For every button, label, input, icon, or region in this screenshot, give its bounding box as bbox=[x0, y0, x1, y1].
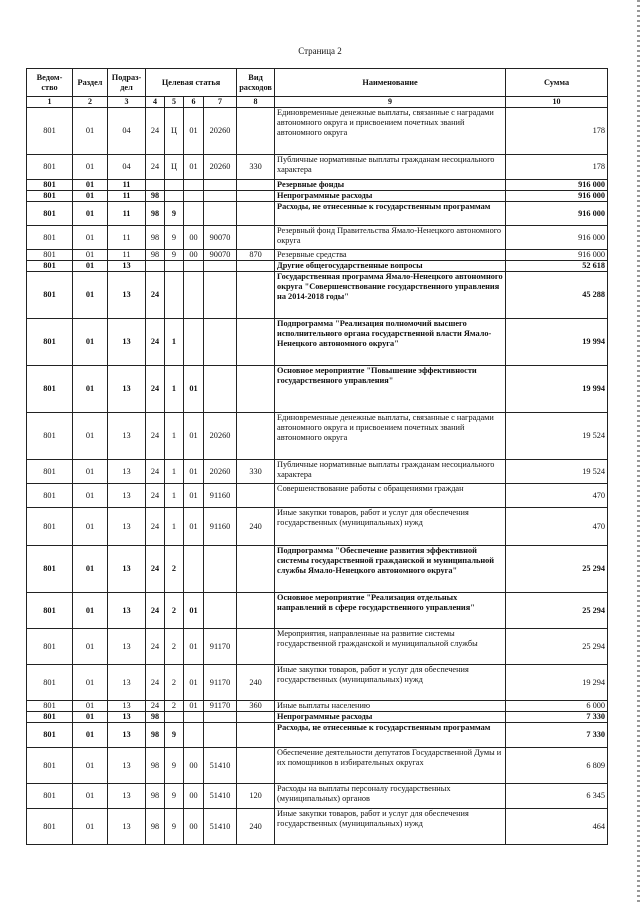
cell-celevaya-1: 24 bbox=[146, 629, 165, 665]
cell-razdel: 01 bbox=[73, 593, 108, 629]
table-row bbox=[27, 712, 608, 723]
cell-podrazdel: 13 bbox=[108, 809, 146, 845]
header-celevaya-statya: Целевая статья bbox=[146, 69, 237, 97]
cell-summa: 916 000 bbox=[506, 226, 608, 250]
cell-summa: 916 000 bbox=[506, 202, 608, 226]
cell-podrazdel: 13 bbox=[108, 546, 146, 593]
table-row bbox=[27, 261, 608, 272]
cell-podrazdel: 04 bbox=[108, 155, 146, 180]
table-row bbox=[27, 593, 608, 629]
cell-podrazdel: 13 bbox=[108, 748, 146, 784]
cell-celevaya-1: 24 bbox=[146, 593, 165, 629]
cell-podrazdel: 11 bbox=[108, 180, 146, 191]
cell-celevaya-4 bbox=[204, 723, 237, 748]
table-row bbox=[27, 460, 608, 484]
table-row bbox=[27, 784, 608, 809]
cell-razdel: 01 bbox=[73, 261, 108, 272]
cell-celevaya-2: 9 bbox=[165, 202, 184, 226]
cell-celevaya-4 bbox=[204, 202, 237, 226]
cell-podrazdel: 13 bbox=[108, 701, 146, 712]
cell-celevaya-1: 24 bbox=[146, 460, 165, 484]
cell-vid-rashodov: 330 bbox=[237, 155, 275, 180]
cell-vedomstvo: 801 bbox=[27, 784, 73, 809]
cell-vid-rashodov bbox=[237, 108, 275, 155]
cell-celevaya-1: 24 bbox=[146, 665, 165, 701]
cell-celevaya-3: 01 bbox=[184, 701, 204, 712]
cell-vedomstvo: 801 bbox=[27, 701, 73, 712]
cell-naimenovanie: Обеспечение деятельности депутатов Государственной Думы и их помощников в избирательных округах bbox=[275, 748, 506, 784]
cell-razdel: 01 bbox=[73, 226, 108, 250]
cell-naimenovanie: Единовременные денежные выплаты, связанные с наградами автономного округа и присвоением почетных званий автономного округа bbox=[275, 108, 506, 155]
cell-vid-rashodov: 330 bbox=[237, 460, 275, 484]
cell-naimenovanie: Мероприятия, направленные на развитие системы государственной гражданской и муниципальной службы bbox=[275, 629, 506, 665]
cell-summa: 19 294 bbox=[506, 665, 608, 701]
cell-vid-rashodov bbox=[237, 546, 275, 593]
cell-celevaya-3: 01 bbox=[184, 629, 204, 665]
cell-celevaya-3: 00 bbox=[184, 226, 204, 250]
cell-razdel: 01 bbox=[73, 629, 108, 665]
table-row bbox=[27, 250, 608, 261]
cell-vedomstvo: 801 bbox=[27, 665, 73, 701]
cell-vedomstvo: 801 bbox=[27, 413, 73, 460]
cell-summa: 6 809 bbox=[506, 748, 608, 784]
cell-celevaya-3 bbox=[184, 261, 204, 272]
cell-celevaya-1: 24 bbox=[146, 508, 165, 546]
column-number: 6 bbox=[184, 97, 204, 108]
cell-vedomstvo: 801 bbox=[27, 155, 73, 180]
cell-naimenovanie: Непрограммные расходы bbox=[275, 712, 506, 723]
cell-celevaya-3: 01 bbox=[184, 155, 204, 180]
cell-celevaya-2: 9 bbox=[165, 784, 184, 809]
cell-razdel: 01 bbox=[73, 272, 108, 319]
cell-razdel: 01 bbox=[73, 665, 108, 701]
cell-celevaya-2: Ц bbox=[165, 155, 184, 180]
cell-celevaya-1: 24 bbox=[146, 366, 165, 413]
cell-podrazdel: 11 bbox=[108, 226, 146, 250]
cell-celevaya-4: 51410 bbox=[204, 748, 237, 784]
cell-summa: 464 bbox=[506, 809, 608, 845]
cell-celevaya-3 bbox=[184, 723, 204, 748]
cell-celevaya-4 bbox=[204, 272, 237, 319]
cell-celevaya-3: 01 bbox=[184, 366, 204, 413]
cell-celevaya-4 bbox=[204, 593, 237, 629]
cell-celevaya-2 bbox=[165, 712, 184, 723]
cell-celevaya-3: 01 bbox=[184, 508, 204, 546]
cell-podrazdel: 13 bbox=[108, 272, 146, 319]
cell-summa: 19 524 bbox=[506, 460, 608, 484]
column-number: 9 bbox=[275, 97, 506, 108]
column-number: 3 bbox=[108, 97, 146, 108]
cell-celevaya-4: 20260 bbox=[204, 460, 237, 484]
cell-celevaya-3: 01 bbox=[184, 593, 204, 629]
cell-vid-rashodov: 240 bbox=[237, 809, 275, 845]
cell-razdel: 01 bbox=[73, 723, 108, 748]
cell-razdel: 01 bbox=[73, 366, 108, 413]
cell-vid-rashodov bbox=[237, 272, 275, 319]
cell-naimenovanie: Публичные нормативные выплаты гражданам несоциального характера bbox=[275, 155, 506, 180]
header-naimenovanie: Наименование bbox=[275, 69, 506, 97]
cell-celevaya-3 bbox=[184, 712, 204, 723]
cell-razdel: 01 bbox=[73, 784, 108, 809]
cell-razdel: 01 bbox=[73, 508, 108, 546]
cell-razdel: 01 bbox=[73, 180, 108, 191]
cell-celevaya-4 bbox=[204, 191, 237, 202]
cell-podrazdel: 04 bbox=[108, 108, 146, 155]
cell-celevaya-1: 24 bbox=[146, 546, 165, 593]
header-razdel: Раздел bbox=[73, 69, 108, 97]
cell-vid-rashodov: 870 bbox=[237, 250, 275, 261]
cell-summa: 916 000 bbox=[506, 191, 608, 202]
cell-celevaya-2: Ц bbox=[165, 108, 184, 155]
cell-celevaya-4: 51410 bbox=[204, 784, 237, 809]
cell-vid-rashodov bbox=[237, 202, 275, 226]
page-label: Страница 2 bbox=[298, 46, 342, 56]
cell-celevaya-3: 01 bbox=[184, 484, 204, 508]
cell-podrazdel: 13 bbox=[108, 484, 146, 508]
header-vid-rashodov: Вид расходов bbox=[237, 69, 275, 97]
cell-vedomstvo: 801 bbox=[27, 748, 73, 784]
cell-summa: 52 618 bbox=[506, 261, 608, 272]
table-row bbox=[27, 629, 608, 665]
cell-vid-rashodov bbox=[237, 366, 275, 413]
cell-celevaya-2: 2 bbox=[165, 629, 184, 665]
cell-celevaya-3: 00 bbox=[184, 748, 204, 784]
cell-vid-rashodov bbox=[237, 413, 275, 460]
column-number-row bbox=[27, 97, 608, 108]
table-row bbox=[27, 809, 608, 845]
cell-vedomstvo: 801 bbox=[27, 108, 73, 155]
cell-celevaya-1: 24 bbox=[146, 413, 165, 460]
cell-celevaya-3 bbox=[184, 191, 204, 202]
table-row bbox=[27, 108, 608, 155]
cell-celevaya-3 bbox=[184, 319, 204, 366]
cell-razdel: 01 bbox=[73, 712, 108, 723]
table-row bbox=[27, 748, 608, 784]
cell-summa: 25 294 bbox=[506, 546, 608, 593]
cell-celevaya-3 bbox=[184, 202, 204, 226]
cell-razdel: 01 bbox=[73, 546, 108, 593]
cell-summa: 7 330 bbox=[506, 712, 608, 723]
cell-celevaya-2: 1 bbox=[165, 460, 184, 484]
cell-vid-rashodov bbox=[237, 593, 275, 629]
cell-celevaya-2 bbox=[165, 261, 184, 272]
cell-celevaya-2: 9 bbox=[165, 250, 184, 261]
cell-celevaya-4 bbox=[204, 712, 237, 723]
cell-podrazdel: 13 bbox=[108, 413, 146, 460]
cell-naimenovanie: Основное мероприятие "Реализация отдельных направлений в сфере государственного управления" bbox=[275, 593, 506, 629]
cell-summa: 19 994 bbox=[506, 366, 608, 413]
cell-celevaya-4 bbox=[204, 546, 237, 593]
cell-summa: 916 000 bbox=[506, 250, 608, 261]
cell-razdel: 01 bbox=[73, 108, 108, 155]
cell-podrazdel: 11 bbox=[108, 191, 146, 202]
cell-celevaya-4: 51410 bbox=[204, 809, 237, 845]
cell-celevaya-1: 24 bbox=[146, 484, 165, 508]
cell-celevaya-4: 90070 bbox=[204, 226, 237, 250]
cell-naimenovanie: Иные закупки товаров, работ и услуг для обеспечения государственных (муниципальных) нужд bbox=[275, 665, 506, 701]
cell-naimenovanie: Единовременные денежные выплаты, связанные с наградами автономного округа и присвоением почетных званий автономного округа bbox=[275, 413, 506, 460]
cell-celevaya-3: 01 bbox=[184, 108, 204, 155]
cell-vedomstvo: 801 bbox=[27, 366, 73, 413]
cell-summa: 7 330 bbox=[506, 723, 608, 748]
cell-vedomstvo: 801 bbox=[27, 202, 73, 226]
cell-naimenovanie: Резервные средства bbox=[275, 250, 506, 261]
cell-naimenovanie: Подпрограмма "Реализация полномочий высшего исполнительного органа государственной власти Ямало-Ненецкого автономного округа" bbox=[275, 319, 506, 366]
cell-summa: 6 000 bbox=[506, 701, 608, 712]
cell-vid-rashodov bbox=[237, 261, 275, 272]
cell-celevaya-2: 2 bbox=[165, 665, 184, 701]
cell-vid-rashodov: 240 bbox=[237, 665, 275, 701]
cell-vid-rashodov bbox=[237, 748, 275, 784]
cell-podrazdel: 11 bbox=[108, 250, 146, 261]
cell-razdel: 01 bbox=[73, 191, 108, 202]
cell-celevaya-3: 01 bbox=[184, 665, 204, 701]
cell-naimenovanie: Резервный фонд Правительства Ямало-Ненецкого автономного округа bbox=[275, 226, 506, 250]
cell-podrazdel: 13 bbox=[108, 665, 146, 701]
cell-celevaya-2: 1 bbox=[165, 366, 184, 413]
cell-vedomstvo: 801 bbox=[27, 508, 73, 546]
cell-celevaya-2: 1 bbox=[165, 508, 184, 546]
cell-naimenovanie: Публичные нормативные выплаты гражданам несоциального характера bbox=[275, 460, 506, 484]
column-number: 5 bbox=[165, 97, 184, 108]
cell-celevaya-1: 98 bbox=[146, 809, 165, 845]
cell-vedomstvo: 801 bbox=[27, 809, 73, 845]
cell-celevaya-4: 20260 bbox=[204, 413, 237, 460]
cell-naimenovanie: Расходы на выплаты персоналу государственных (муниципальных) органов bbox=[275, 784, 506, 809]
cell-celevaya-1 bbox=[146, 261, 165, 272]
cell-celevaya-4: 91170 bbox=[204, 629, 237, 665]
header-summa: Сумма bbox=[506, 69, 608, 97]
table-row bbox=[27, 366, 608, 413]
cell-celevaya-2 bbox=[165, 191, 184, 202]
cell-celevaya-1: 24 bbox=[146, 155, 165, 180]
cell-naimenovanie: Другие общегосударственные вопросы bbox=[275, 261, 506, 272]
table-row bbox=[27, 319, 608, 366]
header-podrazdel: Подраз-дел bbox=[108, 69, 146, 97]
cell-summa: 25 294 bbox=[506, 593, 608, 629]
cell-celevaya-2: 9 bbox=[165, 723, 184, 748]
cell-vedomstvo: 801 bbox=[27, 484, 73, 508]
table-row bbox=[27, 191, 608, 202]
column-number: 2 bbox=[73, 97, 108, 108]
cell-celevaya-4: 90070 bbox=[204, 250, 237, 261]
cell-summa: 45 288 bbox=[506, 272, 608, 319]
cell-summa: 6 345 bbox=[506, 784, 608, 809]
cell-celevaya-1: 98 bbox=[146, 191, 165, 202]
cell-summa: 916 000 bbox=[506, 180, 608, 191]
column-number: 4 bbox=[146, 97, 165, 108]
cell-vedomstvo: 801 bbox=[27, 272, 73, 319]
cell-celevaya-2 bbox=[165, 180, 184, 191]
cell-naimenovanie: Иные закупки товаров, работ и услуг для обеспечения государственных (муниципальных) нужд bbox=[275, 508, 506, 546]
cell-razdel: 01 bbox=[73, 319, 108, 366]
cell-naimenovanie: Расходы, не отнесенные к государственным программам bbox=[275, 723, 506, 748]
cell-celevaya-1 bbox=[146, 180, 165, 191]
cell-razdel: 01 bbox=[73, 250, 108, 261]
cell-vedomstvo: 801 bbox=[27, 226, 73, 250]
cell-celevaya-4: 91170 bbox=[204, 701, 237, 712]
cell-celevaya-3 bbox=[184, 272, 204, 319]
table-row bbox=[27, 155, 608, 180]
cell-vid-rashodov bbox=[237, 629, 275, 665]
cell-celevaya-1: 98 bbox=[146, 784, 165, 809]
cell-celevaya-4: 20260 bbox=[204, 108, 237, 155]
cell-vid-rashodov bbox=[237, 319, 275, 366]
cell-vedomstvo: 801 bbox=[27, 319, 73, 366]
cell-celevaya-4: 91170 bbox=[204, 665, 237, 701]
cell-razdel: 01 bbox=[73, 460, 108, 484]
table-row bbox=[27, 226, 608, 250]
cell-celevaya-2: 1 bbox=[165, 484, 184, 508]
cell-vid-rashodov: 240 bbox=[237, 508, 275, 546]
cell-naimenovanie: Государственная программа Ямало-Ненецкого автономного округа "Совершенствование государственного управления на 2014-2018 годы" bbox=[275, 272, 506, 319]
cell-celevaya-3: 01 bbox=[184, 413, 204, 460]
cell-summa: 178 bbox=[506, 155, 608, 180]
cell-celevaya-3: 00 bbox=[184, 784, 204, 809]
cell-celevaya-1: 98 bbox=[146, 226, 165, 250]
table-body bbox=[27, 108, 608, 845]
table-row bbox=[27, 701, 608, 712]
column-number: 7 bbox=[204, 97, 237, 108]
cell-celevaya-3 bbox=[184, 546, 204, 593]
cell-celevaya-1: 98 bbox=[146, 723, 165, 748]
cell-naimenovanie: Основное мероприятие "Повышение эффективности государственного управления" bbox=[275, 366, 506, 413]
table-row bbox=[27, 723, 608, 748]
table-row bbox=[27, 508, 608, 546]
cell-razdel: 01 bbox=[73, 413, 108, 460]
cell-razdel: 01 bbox=[73, 484, 108, 508]
cell-vid-rashodov bbox=[237, 723, 275, 748]
cell-celevaya-4: 91160 bbox=[204, 508, 237, 546]
cell-vid-rashodov bbox=[237, 226, 275, 250]
table-row bbox=[27, 484, 608, 508]
cell-podrazdel: 13 bbox=[108, 319, 146, 366]
cell-celevaya-1: 98 bbox=[146, 250, 165, 261]
cell-celevaya-1: 98 bbox=[146, 202, 165, 226]
table-row bbox=[27, 413, 608, 460]
cell-podrazdel: 13 bbox=[108, 629, 146, 665]
cell-naimenovanie: Непрограммные расходы bbox=[275, 191, 506, 202]
cell-celevaya-4 bbox=[204, 319, 237, 366]
cell-vid-rashodov bbox=[237, 180, 275, 191]
cell-summa: 19 524 bbox=[506, 413, 608, 460]
cell-podrazdel: 13 bbox=[108, 261, 146, 272]
cell-celevaya-2: 9 bbox=[165, 748, 184, 784]
cell-celevaya-4 bbox=[204, 366, 237, 413]
cell-celevaya-2: 1 bbox=[165, 413, 184, 460]
cell-naimenovanie: Иные выплаты населению bbox=[275, 701, 506, 712]
cell-naimenovanie: Расходы, не отнесенные к государственным программам bbox=[275, 202, 506, 226]
cell-celevaya-2: 2 bbox=[165, 701, 184, 712]
cell-podrazdel: 13 bbox=[108, 508, 146, 546]
cell-celevaya-3: 01 bbox=[184, 460, 204, 484]
cell-celevaya-4 bbox=[204, 261, 237, 272]
cell-summa: 470 bbox=[506, 484, 608, 508]
cell-summa: 25 294 bbox=[506, 629, 608, 665]
column-number: 8 bbox=[237, 97, 275, 108]
cell-celevaya-1: 24 bbox=[146, 272, 165, 319]
cell-vedomstvo: 801 bbox=[27, 723, 73, 748]
cell-vedomstvo: 801 bbox=[27, 191, 73, 202]
cell-celevaya-3 bbox=[184, 180, 204, 191]
cell-naimenovanie: Резервные фонды bbox=[275, 180, 506, 191]
cell-podrazdel: 13 bbox=[108, 712, 146, 723]
cell-vid-rashodov bbox=[237, 484, 275, 508]
cell-podrazdel: 13 bbox=[108, 366, 146, 413]
cell-celevaya-1: 24 bbox=[146, 108, 165, 155]
cell-razdel: 01 bbox=[73, 701, 108, 712]
cell-celevaya-2: 2 bbox=[165, 593, 184, 629]
cell-vid-rashodov bbox=[237, 191, 275, 202]
cell-celevaya-4: 20260 bbox=[204, 155, 237, 180]
cell-celevaya-2 bbox=[165, 272, 184, 319]
cell-vedomstvo: 801 bbox=[27, 593, 73, 629]
cell-podrazdel: 13 bbox=[108, 784, 146, 809]
cell-celevaya-1: 98 bbox=[146, 748, 165, 784]
header-row bbox=[27, 69, 608, 97]
cell-celevaya-2: 9 bbox=[165, 809, 184, 845]
table-row bbox=[27, 665, 608, 701]
cell-vedomstvo: 801 bbox=[27, 180, 73, 191]
cell-summa: 470 bbox=[506, 508, 608, 546]
cell-razdel: 01 bbox=[73, 202, 108, 226]
cell-razdel: 01 bbox=[73, 809, 108, 845]
cell-celevaya-4 bbox=[204, 180, 237, 191]
cell-podrazdel: 13 bbox=[108, 460, 146, 484]
cell-naimenovanie: Подпрограмма "Обеспечение развития эффективной системы государственной гражданской и муниципальной службы Ямало-Ненецкого автономного округа" bbox=[275, 546, 506, 593]
cell-celevaya-1: 24 bbox=[146, 319, 165, 366]
cell-vedomstvo: 801 bbox=[27, 546, 73, 593]
cell-celevaya-2: 1 bbox=[165, 319, 184, 366]
cell-celevaya-2: 9 bbox=[165, 226, 184, 250]
cell-celevaya-3: 00 bbox=[184, 250, 204, 261]
cell-podrazdel: 13 bbox=[108, 593, 146, 629]
budget-table bbox=[26, 68, 608, 845]
cell-celevaya-4: 91160 bbox=[204, 484, 237, 508]
cell-celevaya-1: 24 bbox=[146, 701, 165, 712]
cell-vedomstvo: 801 bbox=[27, 460, 73, 484]
table-row bbox=[27, 202, 608, 226]
cell-razdel: 01 bbox=[73, 748, 108, 784]
cell-vid-rashodov bbox=[237, 712, 275, 723]
cell-vid-rashodov: 360 bbox=[237, 701, 275, 712]
column-number: 10 bbox=[506, 97, 608, 108]
cell-podrazdel: 13 bbox=[108, 723, 146, 748]
cell-naimenovanie: Иные закупки товаров, работ и услуг для обеспечения государственных (муниципальных) нужд bbox=[275, 809, 506, 845]
cell-vedomstvo: 801 bbox=[27, 712, 73, 723]
cell-summa: 178 bbox=[506, 108, 608, 155]
table-row bbox=[27, 272, 608, 319]
cell-podrazdel: 11 bbox=[108, 202, 146, 226]
cell-celevaya-1: 98 bbox=[146, 712, 165, 723]
cell-vid-rashodov: 120 bbox=[237, 784, 275, 809]
cell-summa: 19 994 bbox=[506, 319, 608, 366]
table-row bbox=[27, 546, 608, 593]
cell-celevaya-2: 2 bbox=[165, 546, 184, 593]
header-vedomstvo: Ведом-ство bbox=[27, 69, 73, 97]
cell-celevaya-3: 00 bbox=[184, 809, 204, 845]
cell-naimenovanie: Совершенствование работы с обращениями граждан bbox=[275, 484, 506, 508]
cell-razdel: 01 bbox=[73, 155, 108, 180]
cell-vedomstvo: 801 bbox=[27, 250, 73, 261]
column-number: 1 bbox=[27, 97, 73, 108]
cell-vedomstvo: 801 bbox=[27, 629, 73, 665]
cell-vedomstvo: 801 bbox=[27, 261, 73, 272]
table-row bbox=[27, 180, 608, 191]
